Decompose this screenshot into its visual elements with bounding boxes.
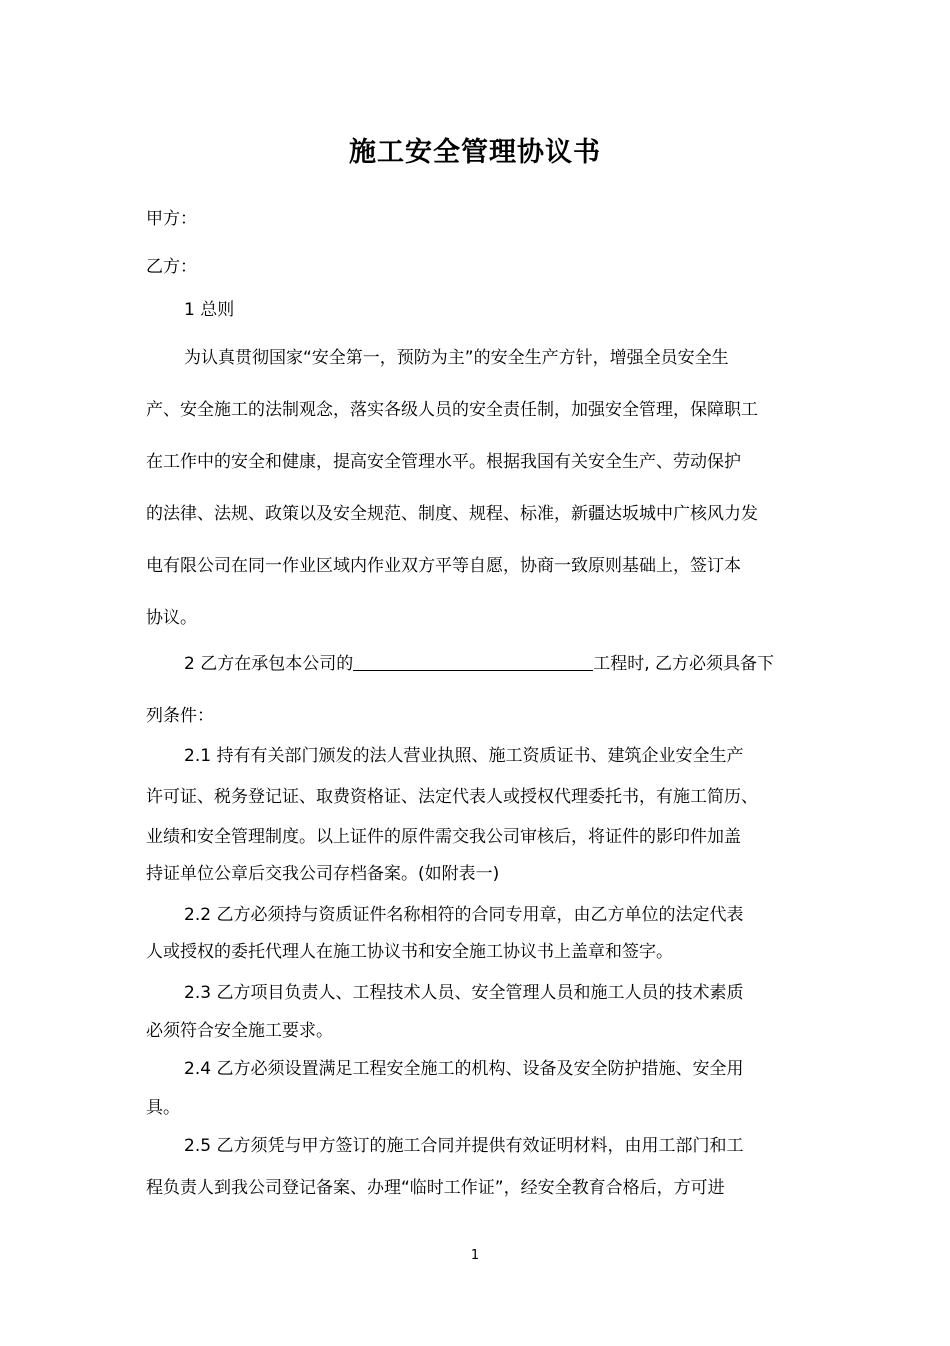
document-title: 施工安全管理协议书 bbox=[349, 137, 601, 168]
section-2-intro-end: 工程时, 乙方必须具备下 bbox=[593, 654, 775, 674]
section-1-heading: 1 总则 bbox=[184, 300, 235, 320]
page-number: 1 bbox=[470, 1248, 480, 1263]
item-2-4-line: 具。 bbox=[146, 1098, 180, 1118]
item-2-4-line: 2.4 乙方必须设置满足工程安全施工的机构、设备及安全防护措施、安全用 bbox=[184, 1059, 744, 1079]
section-1-line: 电有限公司在同一作业区域内作业双方平等自愿，协商一致原则基础上，签订本 bbox=[146, 556, 741, 576]
party-a-label: 甲方： bbox=[146, 209, 197, 229]
item-2-5-line: 程负责人到我公司登记备案、办理“临时工作证”，经安全教育合格后，方可进 bbox=[146, 1178, 725, 1198]
item-2-3-line: 必须符合安全施工要求。 bbox=[146, 1021, 333, 1041]
section-2-intro bbox=[184, 652, 774, 676]
item-2-2-line: 人或授权的委托代理人在施工协议书和安全施工协议书上盖章和签字。 bbox=[146, 942, 673, 962]
item-2-2-line: 2.2 乙方必须持与资质证件名称相符的合同专用章，由乙方单位的法定代表 bbox=[184, 905, 744, 925]
item-2-1-line: 许可证、税务登记证、取费资格证、法定代表人或授权代理委托书，有施工简历、 bbox=[146, 787, 758, 807]
section-2-intro-line2: 列条件： bbox=[146, 706, 214, 726]
section-2-intro-start: 2 乙方在承包本公司的 bbox=[184, 654, 354, 674]
item-2-1-line: 持证单位公章后交我公司存档备案。(如附表一) bbox=[146, 864, 500, 884]
party-b-label: 乙方： bbox=[146, 257, 197, 277]
section-1-line: 为认真贯彻国家“安全第一，预防为主”的安全生产方针，增强全员安全生 bbox=[184, 348, 729, 368]
section-1-line: 协议。 bbox=[146, 608, 197, 628]
project-name-blank bbox=[353, 652, 593, 671]
item-2-1-line: 2.1 持有有关部门颁发的法人营业执照、施工资质证书、建筑企业安全生产 bbox=[184, 746, 744, 766]
item-2-3-line: 2.3 乙方项目负责人、工程技术人员、安全管理人员和施工人员的技术素质 bbox=[184, 983, 744, 1003]
item-2-1-line: 业绩和安全管理制度。以上证件的原件需交我公司审核后，将证件的影印件加盖 bbox=[146, 827, 741, 847]
section-1-line: 的法律、法规、政策以及安全规范、制度、规程、标准，新疆达坂城中广核风力发 bbox=[146, 504, 758, 524]
item-2-5-line: 2.5 乙方须凭与甲方签订的施工合同并提供有效证明材料，由用工部门和工 bbox=[184, 1136, 744, 1156]
section-1-line: 在工作中的安全和健康，提高安全管理水平。根据我国有关安全生产、劳动保护 bbox=[146, 452, 741, 472]
section-1-line: 产、安全施工的法制观念，落实各级人员的安全责任制，加强安全管理，保障职工 bbox=[146, 400, 758, 420]
